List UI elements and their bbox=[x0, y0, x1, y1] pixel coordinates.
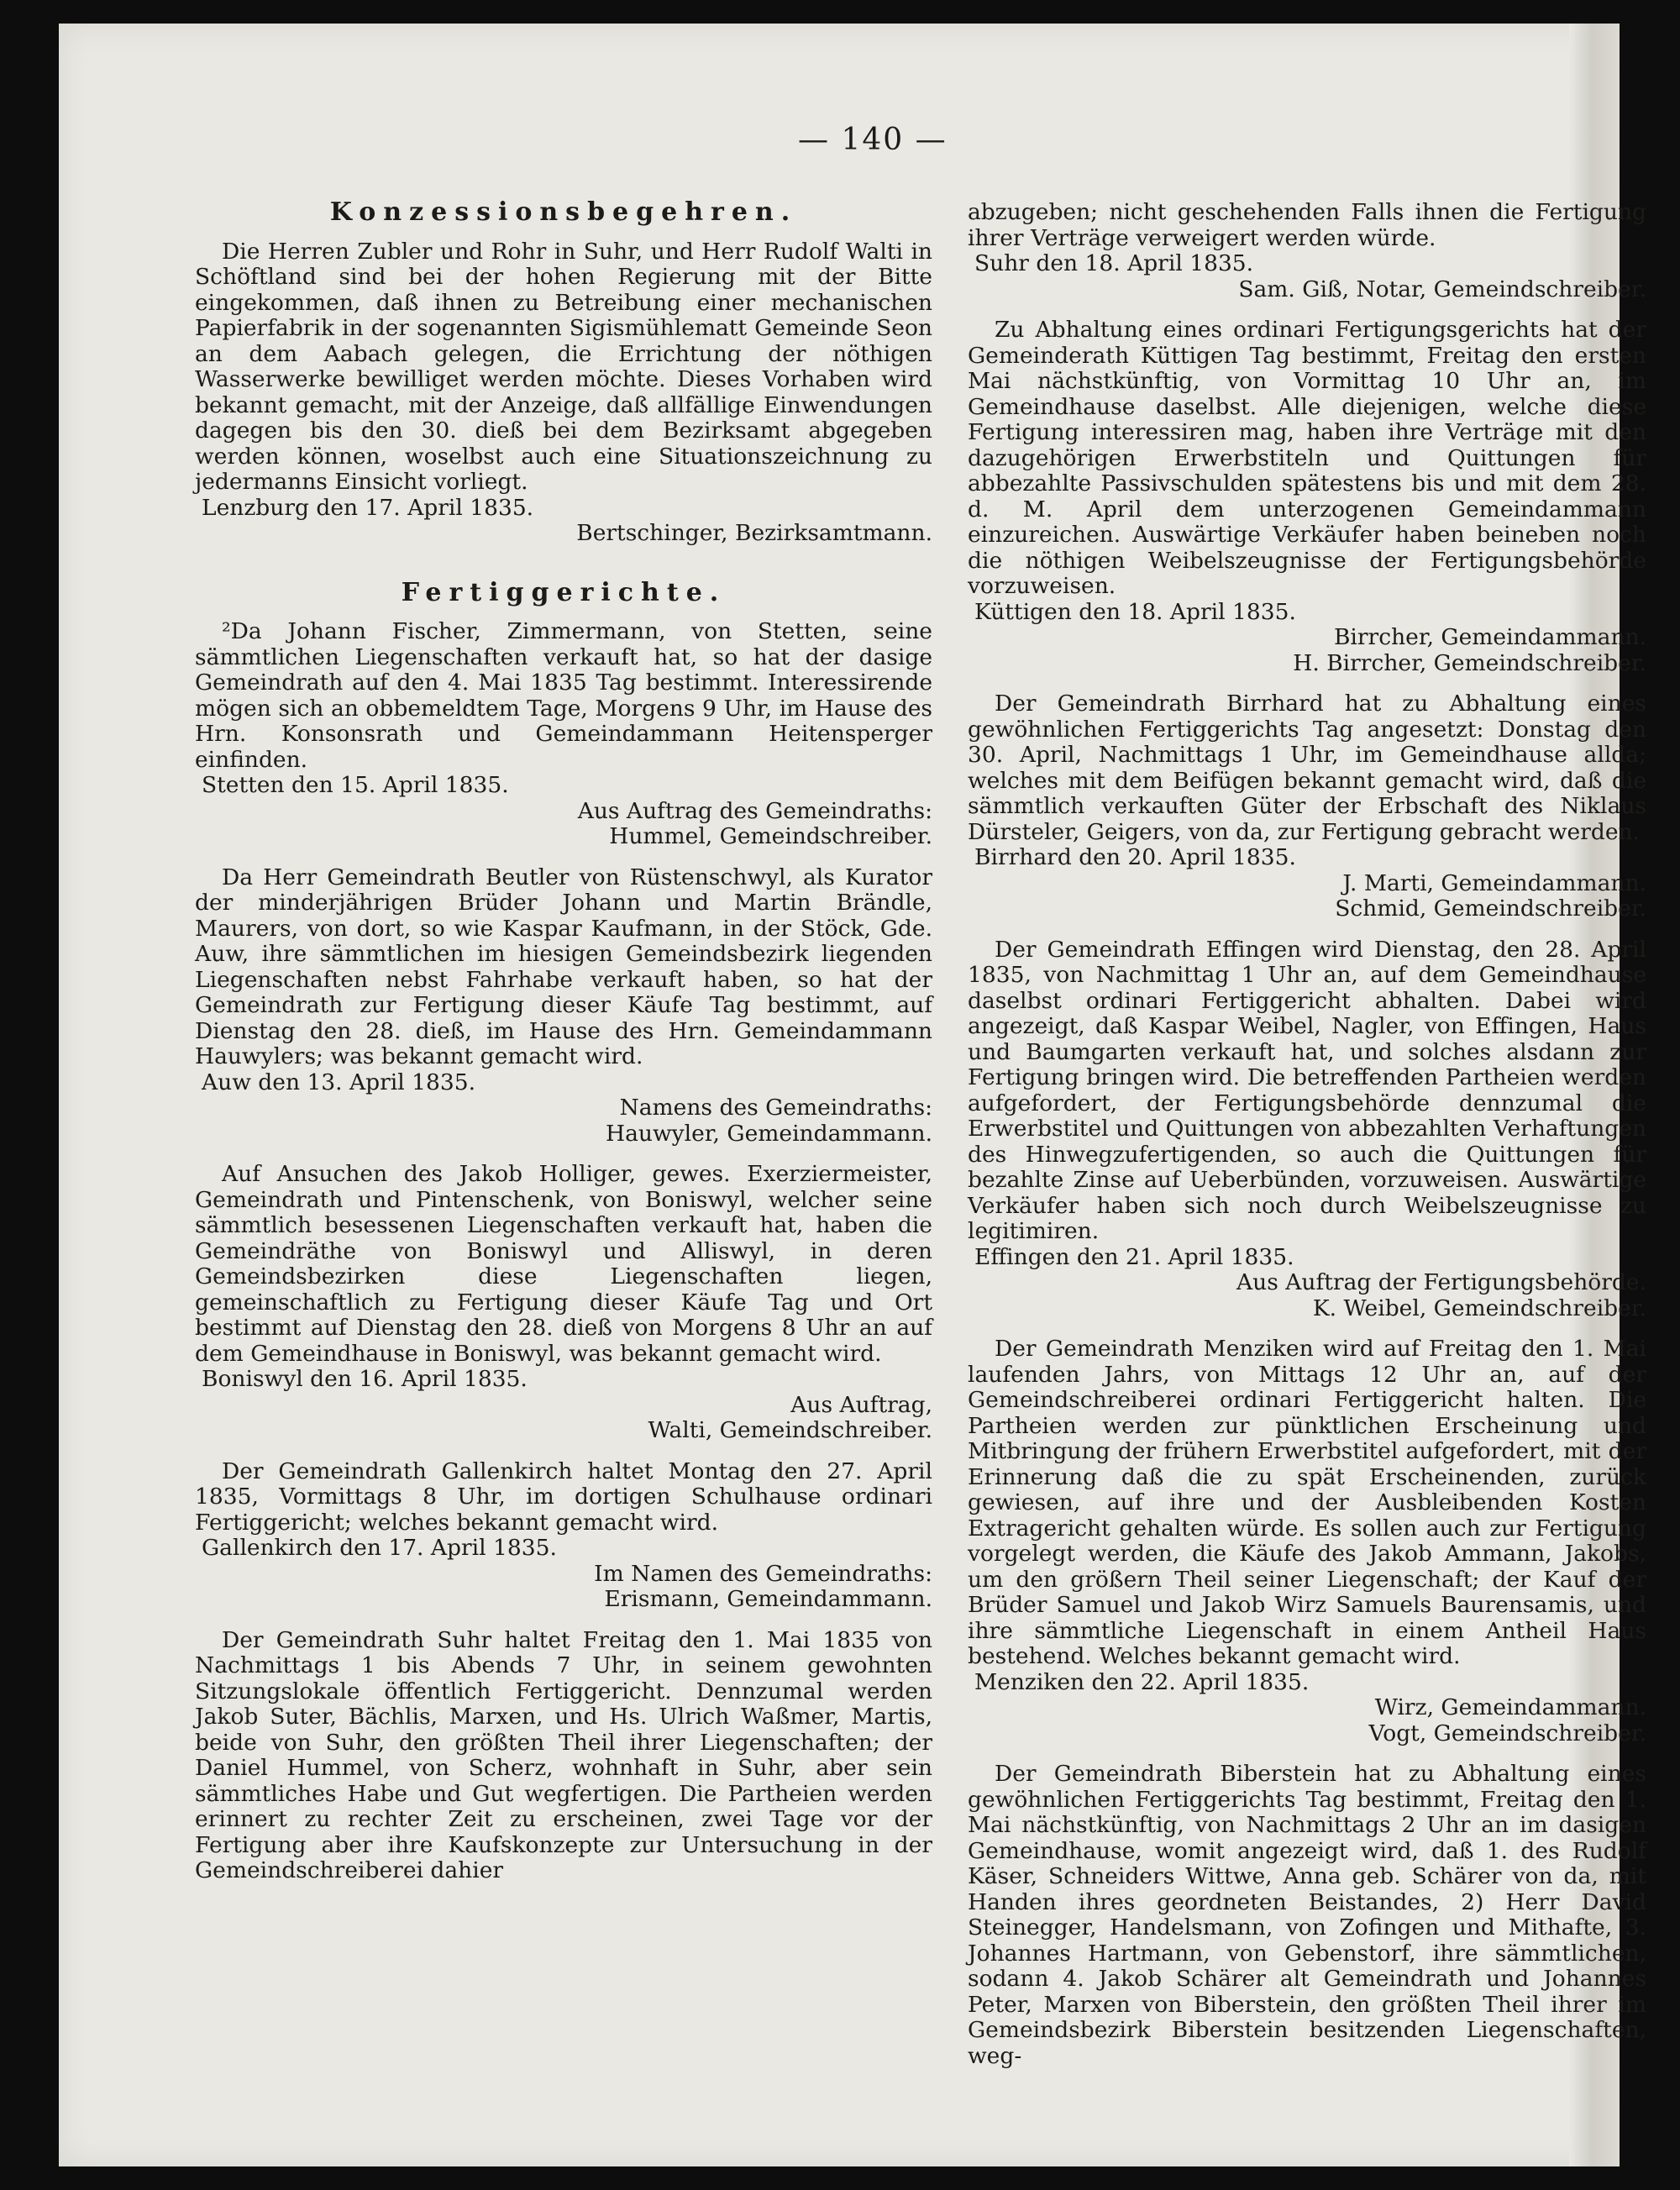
notice-date: Suhr den 18. April 1835. bbox=[974, 250, 1254, 276]
notice-text: abzugeben; nicht geschehenden Falls ihnen die Fertigung ihrer Verträge verweigert werden würde. bbox=[968, 199, 1646, 251]
notice-signature: Schmid, Gemeindschreiber. bbox=[1335, 895, 1646, 922]
newspaper-page bbox=[59, 24, 1646, 2166]
notice-date: Boniswyl den 16. April 1835. bbox=[202, 1366, 528, 1392]
notice-text: Der Gemeindrath Menziken wird auf Freitag den 1. Mai laufenden Jahrs, von Mittags 12 Uhr an, auf der Gemeindschreiberei ordinari Fertiggericht halten. Die Partheien werden zur pünktlichen Erscheinung und Mitbringung der frühern Erwerbstitel aufgefordert, mit der Erinnerung daß die zu spät Erscheinenden, zurück gewiesen, auf ihre und der Ausbleibenden Kosten Extragericht gehalten würde. Es sollen auch zur Fertigung vorgelegt werden, die Käufe des Jakob Ammann, Jakobs, um den größern Theil seiner Liegenschaft; der Kauf der Brüder Samuel und Jakob Wirz Samuels Baurensamis, und ihre sämmtliche Liegenschaft in einem Antheil Haus bestehend. Welches bekannt gemacht wird. bbox=[968, 1336, 1646, 1669]
section-heading-fertiggerichte: Fertiggerichte. bbox=[401, 577, 727, 607]
notice-stetten bbox=[195, 619, 932, 850]
right-column bbox=[968, 200, 1646, 2069]
notice-suhr-continued bbox=[968, 200, 1646, 302]
notice-auw bbox=[195, 865, 932, 1148]
notice-text: Zu Abhaltung eines ordinari Fertigungsgerichts hat der Gemeinderath Küttigen Tag bestimmt, Freitag den ersten Mai nächstkünftig, von Vormittag 10 Uhr an, im Gemeindhause daselbst. Alle diejenigen, welche diese Fertigung interessiren mag, haben ihre Verträge mit den dazugehörigen Erwerbstiteln und Quittungen für abbezahlte Passivschulden spätestens bis und mit dem 28. d. M. April dem unterzogenen Gemeindammann einzureichen. Auswärtige Verkäufer haben beineben noch die nöthigen Weibelszeugnisse der Fertigungsbehörde vorzuweisen. bbox=[968, 317, 1646, 599]
notice-text: Der Gemeindrath Biberstein hat zu Abhaltung eines gewöhnlichen Fertiggerichts Tag bestimmt, Freitag den 1. Mai nächstkünftig, von Nachmittags 2 Uhr an im dasigen Gemeindhause, womit angezeigt wird, daß 1. des Rudolf Käser, Schneiders Wittwe, Anna geb. Schärer von da, mit Handen ihres geordneten Beistandes, 2) Herr David Steinegger, Handelsmann, von Zofingen und Mithafte, 3. Johannes Hartmann, von Gebenstorf, ihre sämmtlichen, sodann 4. Jakob Schärer alt Gemeindrath und Johannes Peter, Marxen von Biberstein, den größten Theil ihrer im Gemeindsbezirk Biberstein besitzenden Liegenschaften, weg- bbox=[968, 1761, 1646, 2069]
notice-signature: Namens des Gemeindraths: bbox=[619, 1095, 932, 1121]
notice-text: Da Herr Gemeindrath Beutler von Rüstenschwyl, als Kurator der minderjährigen Brüder Johann und Martin Brändle, Maurers, von dort, so wie Kaspar Kaufmann, in der Stöck, Gde. Auw, ihre sämmtlichen im hiesigen Gemeindsbezirk liegenden Liegenschaften nebst Fahrhabe verkauft haben, so hat der Gemeindrath zur Fertigung dieser Käufe Tag bestimmt, auf Dienstag den 28. dieß, im Hause des Hrn. Gemeindammann Hauwylers; was bekannt gemacht wird. bbox=[195, 864, 932, 1069]
notice-date: Lenzburg den 17. April 1835. bbox=[202, 494, 534, 521]
notice-signature: Hummel, Gemeindschreiber. bbox=[609, 823, 932, 849]
notice-signature: Aus Auftrag des Gemeindraths: bbox=[577, 797, 932, 824]
notice-birrhard bbox=[968, 691, 1646, 922]
notice-signature: Birrcher, Gemeindammann. bbox=[1333, 624, 1646, 650]
notice-konzession bbox=[195, 239, 932, 547]
notice-text: Der Gemeindrath Suhr haltet Freitag den 1. Mai 1835 von Nachmittags 1 bis Abends 7 Uhr, in seinem gewohnten Sitzungslokale öffentlich Fertiggericht. Dennzumal werden Jakob Suter, Bächlis, Marxen, und Hs. Ulrich Waßmer, Martis, beide von Suhr, den größten Theil ihrer Liegenschaften; der Daniel Hummel, von Scherz, wohnhaft in Suhr, aber sein sämmtliches Habe und Gut wegfertigen. Die Partheien werden erinnert zu rechter Zeit zu erscheinen, zwei Tage vor der Fertigung aber ihre Kaufskonzepte zur Untersuchung in der Gemeindschreiberei dahier bbox=[195, 1626, 932, 1883]
notice-signature: Walti, Gemeindschreiber. bbox=[648, 1417, 932, 1443]
notice-signature: H. Birrcher, Gemeindschreiber. bbox=[1293, 649, 1646, 676]
notice-signature: K. Weibel, Gemeindschreiber. bbox=[1312, 1295, 1646, 1321]
notice-boniswyl bbox=[195, 1162, 932, 1444]
notice-text: Der Gemeindrath Effingen wird Dienstag, den 28. April 1835, von Nachmittag 1 Uhr an, auf dem Gemeindhause daselbst ordinari Fertiggericht abhalten. Dabei wird angezeigt, daß Kaspar Weibel, Nagler, von Effingen, Haus und Baumgarten verkauft hat, und solches alsdann zur Fertigung bringen wird. Die betreffenden Partheien werden aufgefordert, der Fertigungsbehörde dennzumal die Erwerbstitel und Quittungen von abbezahlten Verhaftungen des Hinwegzufertigenden, so auch die Quittungen für bezahlte Zinse auf Ueberbünden, vorzuweisen. Auswärtige Verkäufer haben sich noch durch Weibelszeugnisse zu legitimiren. bbox=[968, 936, 1646, 1244]
notice-date: Menziken den 22. April 1835. bbox=[974, 1668, 1310, 1695]
notice-signature: Hauwyler, Gemeindammann. bbox=[606, 1120, 932, 1147]
notice-text: Die Herren Zubler und Rohr in Suhr, und Herr Rudolf Walti in Schöftland sind bei der hohen Regierung mit der Bitte eingekommen, daß ihnen zu Betreibung einer mechanischen Papierfabrik in der sogenannten Sigismühlematt Gemeinde Seon an dem Aabach gelegen, die Errichtung der nöthigen Wasserwerke bewilliget werden möchte. Dieses Vorhaben wird bekannt gemacht, mit der Anzeige, daß allfällige Einwendungen dagegen bis den 30. dieß bei dem Bezirksamt abgegeben werden können, woselbst auch eine Situationszeichnung zu jedermanns Einsicht vorliegt. bbox=[195, 238, 932, 495]
notice-date: Birrhard den 20. April 1835. bbox=[974, 844, 1296, 870]
notice-signature: Aus Auftrag, bbox=[790, 1391, 932, 1418]
notice-biberstein bbox=[968, 1762, 1646, 2069]
notice-date: Effingen den 21. April 1835. bbox=[974, 1243, 1294, 1270]
notice-menziken bbox=[968, 1337, 1646, 1746]
notice-signature: Wirz, Gemeindammann. bbox=[1374, 1694, 1646, 1720]
notice-signature: J. Marti, Gemeindammann. bbox=[1342, 869, 1646, 896]
notice-signature: Bertschinger, Bezirksamtmann. bbox=[576, 520, 932, 546]
notice-text: Der Gemeindrath Birrhard hat zu Abhaltung eines gewöhnlichen Fertiggerichts Tag angesetzt: Donstag den 30. April, Nachmittags 1 Uhr, im Gemeindhause allda; welches mit dem Beifügen bekannt gemacht wird, daß die sämmtlich verkauften Güter der Erbschaft des Niklaus Dürsteler, Geigers, von da, zur Fertigung gebracht werden. bbox=[968, 691, 1646, 845]
notice-date: Küttigen den 18. April 1835. bbox=[974, 598, 1296, 625]
left-column bbox=[195, 197, 932, 1884]
notice-text: ²Da Johann Fischer, Zimmermann, von Stetten, seine sämmtlichen Liegenschaften verkauft hat, so hat der dasige Gemeindrath auf den 4. Mai 1835 Tag bestimmt. Interessirende mögen sich an obbemeldtem Tage, Morgens 9 Uhr, im Hause des Hrn. Konsonsrath und Gemeindammann Heitensperger einfinden. bbox=[195, 618, 932, 773]
notice-signature: Im Namen des Gemeindraths: bbox=[594, 1560, 932, 1587]
notice-signature: Sam. Giß, Notar, Gemeindschreiber. bbox=[1238, 276, 1646, 302]
notice-signature: Erismann, Gemeindammann. bbox=[604, 1586, 932, 1612]
notice-text: Der Gemeindrath Gallenkirch haltet Montag den 27. April 1835, Vormittags 8 Uhr, im dortigen Schulhause ordinari Fertiggericht; welches bekannt gemacht wird. bbox=[195, 1457, 932, 1536]
notice-signature: Vogt, Gemeindschreiber. bbox=[1368, 1720, 1646, 1746]
notice-date: Gallenkirch den 17. April 1835. bbox=[202, 1535, 557, 1561]
page-number: — 140 — bbox=[798, 123, 948, 157]
notice-effingen bbox=[968, 937, 1646, 1322]
notice-kuettigen bbox=[968, 318, 1646, 676]
notice-suhr bbox=[195, 1628, 932, 1884]
notice-text: Auf Ansuchen des Jakob Holliger, gewes. Exerziermeister, Gemeindrath und Pintenschenk, von Boniswyl, welcher seine sämmtlich besessenen Liegenschaften verkauft hat, haben die Gemeindräthe von Boniswyl und Alliswyl, in deren Gemeindsbezirken diese Liegenschaften liegen, gemeinschaftlich zu Fertigung dieser Käufe Tag und Ort bestimmt auf Dienstag den 28. dieß von Morgens 8 Uhr an auf dem Gemeindhause in Boniswyl, was bekannt gemacht wird. bbox=[195, 1161, 932, 1367]
notice-signature: Aus Auftrag der Fertigungsbehörde. bbox=[1236, 1269, 1646, 1295]
notice-date: Stetten den 15. April 1835. bbox=[202, 772, 509, 798]
notice-date: Auw den 13. April 1835. bbox=[202, 1069, 476, 1095]
section-heading-konzession: Konzessionsbegehren. bbox=[329, 197, 798, 227]
notice-gallenkirch bbox=[195, 1459, 932, 1613]
